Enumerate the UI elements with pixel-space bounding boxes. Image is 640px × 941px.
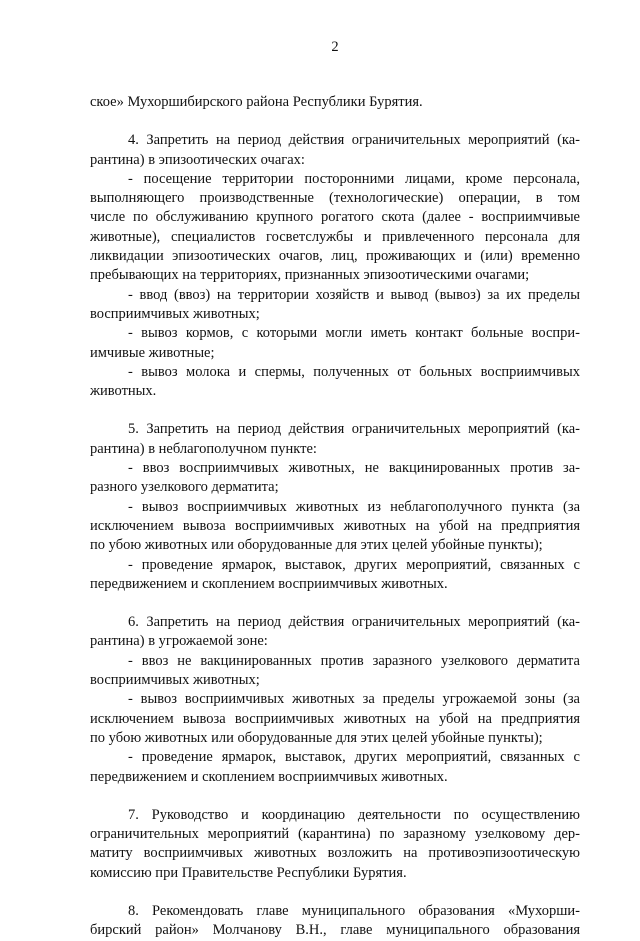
text-line: передвижением и скоплением восприимчивых животных.	[90, 575, 448, 592]
text-line: восприимчивых животных;	[90, 305, 260, 322]
text-line: комиссию при Правительстве Республики Бурятия.	[90, 864, 407, 881]
text-line: - вывоз восприимчивых животных за пределы угрожаемой зоны (за	[128, 691, 580, 708]
text-line: - проведение ярмарок, выставок, других мероприятий, связанных с	[128, 749, 580, 766]
text-line: рантина) в неблагополучном пункте:	[90, 440, 317, 457]
text-line: матиту восприимчивых животных возложить на противоэпизоотическую	[90, 845, 580, 862]
text-line: рантина) в эпизоотических очагах:	[90, 151, 305, 168]
document-body	[90, 93, 580, 941]
text-line: бирский район» Молчанову В.Н., главе муниципального образования	[90, 922, 580, 939]
text-line: 7. Руководство и координацию деятельности по осуществлению	[128, 806, 580, 823]
text-line: - вывоз восприимчивых животных из неблагополучного пункта (за	[128, 498, 580, 515]
text-line: выполняющего производственные (технологические) операции, в том	[90, 190, 580, 207]
text-line: 6. Запретить на период действия ограничительных мероприятий (ка-	[128, 614, 580, 631]
text-line: ское» Мухоршибирского района Республики Бурятия.	[90, 94, 423, 110]
text-line: - ввоз восприимчивых животных, не вакцинированных против за-	[128, 460, 580, 477]
text-line: животные), специалистов госветслужбы и привлеченного персонала для	[90, 228, 580, 245]
text-line: животных.	[90, 383, 157, 400]
text-line: исключением вывоза восприимчивых животных на убой на предприятия	[90, 710, 580, 727]
text-line: разного узелкового дерматита;	[90, 479, 279, 496]
text-line: - посещение территории посторонними лицами, кроме персонала,	[128, 170, 580, 187]
text-line: передвижением и скоплением восприимчивых животных.	[90, 768, 448, 785]
text-line: исключением вывоза восприимчивых животных на убой на предприятия	[90, 517, 580, 534]
text-line: по убою животных или оборудованные для этих целей убойные пункты);	[90, 537, 543, 554]
page-number: 2	[331, 39, 339, 55]
text-line: рантина) в угрожаемой зоне:	[90, 633, 268, 650]
text-line: 8. Рекомендовать главе муниципального образования «Мухорши-	[128, 902, 580, 919]
text-line: - ввод (ввоз) на территории хозяйств и вывод (вывоз) за их пределы	[128, 286, 580, 303]
text-line: по убою животных или оборудованные для этих целей убойные пункты);	[90, 729, 543, 746]
text-line: ликвидации эпизоотических очагов, лиц, проживающих и (или) временно	[90, 248, 580, 265]
text-line: 5. Запретить на период действия ограничительных мероприятий (ка-	[128, 421, 580, 438]
text-line: ограничительных мероприятий (карантина) по заразному узелковому дер-	[90, 826, 580, 843]
text-line: 4. Запретить на период действия ограничительных мероприятий (ка-	[128, 132, 580, 149]
text-line: - проведение ярмарок, выставок, других мероприятий, связанных с	[128, 556, 580, 573]
text-line: восприимчивых животных;	[90, 672, 260, 689]
text-line: имчивые животные;	[90, 344, 215, 361]
text-line: - ввоз не вакцинированных против заразного узелкового дерматита	[128, 652, 580, 669]
text-line: пребывающих на территориях, признанных эпизоотическими очагами;	[90, 267, 530, 284]
text-line: - вывоз молока и спермы, полученных от больных восприимчивых	[128, 363, 580, 380]
text-line: - вывоз кормов, с которыми могли иметь контакт больные воспри-	[128, 325, 580, 342]
text-line: числе по обслуживанию крупного рогатого скота (далее - восприимчивые	[90, 209, 580, 226]
